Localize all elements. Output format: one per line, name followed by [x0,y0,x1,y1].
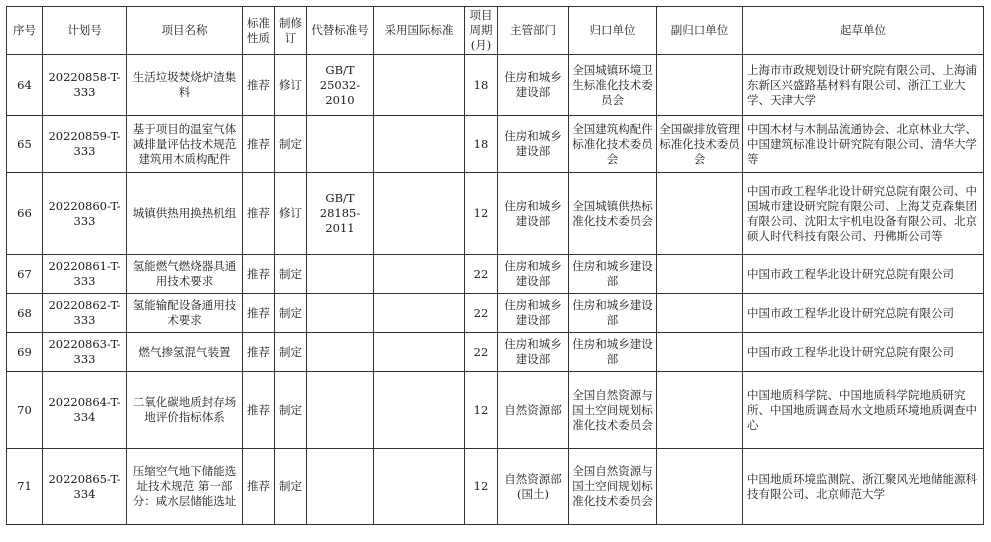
header-intl-std: 采用国际标准 [374,7,465,55]
cell-drafter: 中国市政工程华北设计研究总院有限公司、中国城市建设研究院有限公司、上海艾克森集团有限公司、沈阳太宇机电设备有限公司、北京硕人时代科技有限公司、丹佛斯公司等 [743,173,984,255]
cell-dept: 住房和城乡建设部 [498,173,569,255]
cell-replaces: GB/T 28185-2011 [307,173,374,255]
cell-revision: 制定 [275,372,307,449]
cell-period: 12 [465,173,498,255]
cell-sub-unit [657,449,743,525]
header-row [7,7,984,55]
cell-sub-unit [657,294,743,333]
cell-nature: 推荐 [243,449,275,525]
cell-plan-no: 20220863-T-333 [43,333,127,372]
header-revision: 制修订 [275,7,307,55]
header-dept: 主管部门 [498,7,569,55]
table-row [7,255,984,294]
cell-project-name: 压缩空气地下储能选址技术规范 第一部分：咸水层储能选址 [127,449,243,525]
cell-project-name: 城镇供热用换热机组 [127,173,243,255]
cell-drafter: 中国市政工程华北设计研究总院有限公司 [743,333,984,372]
cell-seq: 68 [7,294,43,333]
cell-nature: 推荐 [243,116,275,173]
cell-project-name: 基于项目的温室气体减排量评估技术规范 建筑用木质构配件 [127,116,243,173]
cell-intl [374,255,465,294]
cell-revision: 修订 [275,55,307,116]
header-drafter: 起草单位 [743,7,984,55]
cell-seq: 65 [7,116,43,173]
cell-project-name: 燃气掺氢混气装置 [127,333,243,372]
cell-dept: 住房和城乡建设部 [498,116,569,173]
cell-intl [374,116,465,173]
cell-drafter: 中国市政工程华北设计研究总院有限公司 [743,294,984,333]
cell-nature: 推荐 [243,372,275,449]
cell-intl [374,55,465,116]
cell-dept: 住房和城乡建设部 [498,333,569,372]
table-row [7,116,984,173]
cell-replaces [307,333,374,372]
cell-replaces [307,449,374,525]
cell-nature: 推荐 [243,333,275,372]
cell-period: 22 [465,333,498,372]
cell-drafter: 上海市市政规划设计研究院有限公司、上海浦东新区兴盛路基材料有限公司、浙江工业大学、天津大学 [743,55,984,116]
cell-intl [374,372,465,449]
table-row [7,55,984,116]
cell-period: 22 [465,255,498,294]
header-seq: 序号 [7,7,43,55]
cell-unit: 全国自然资源与国土空间规划标准化技术委员会 [569,372,657,449]
cell-project-name: 生活垃圾焚烧炉渣集料 [127,55,243,116]
standards-plan-table-sheet [6,6,984,525]
cell-dept: 住房和城乡建设部 [498,55,569,116]
cell-plan-no: 20220861-T-333 [43,255,127,294]
table-row [7,294,984,333]
cell-unit: 住房和城乡建设部 [569,294,657,333]
cell-revision: 制定 [275,255,307,294]
cell-sub-unit [657,333,743,372]
cell-nature: 推荐 [243,294,275,333]
cell-replaces [307,116,374,173]
cell-sub-unit [657,255,743,294]
cell-plan-no: 20220865-T-334 [43,449,127,525]
standards-plan-table [6,6,984,525]
cell-plan-no: 20220859-T-333 [43,116,127,173]
cell-drafter: 中国木材与木制品流通协会、北京林业大学、中国建筑标准设计研究院有限公司、清华大学等 [743,116,984,173]
cell-revision: 制定 [275,333,307,372]
cell-intl [374,173,465,255]
cell-replaces [307,372,374,449]
table-row [7,449,984,525]
cell-replaces: GB/T 25032-2010 [307,55,374,116]
cell-revision: 制定 [275,449,307,525]
cell-unit: 全国建筑构配件标准化技术委员会 [569,116,657,173]
cell-sub-unit: 全国碳排放管理标准化技术委员会 [657,116,743,173]
cell-plan-no: 20220858-T-333 [43,55,127,116]
cell-nature: 推荐 [243,173,275,255]
cell-plan-no: 20220860-T-333 [43,173,127,255]
cell-drafter: 中国市政工程华北设计研究总院有限公司 [743,255,984,294]
cell-revision: 制定 [275,294,307,333]
cell-seq: 64 [7,55,43,116]
cell-dept: 自然资源部 [498,372,569,449]
cell-nature: 推荐 [243,55,275,116]
cell-unit: 住房和城乡建设部 [569,333,657,372]
cell-project-name: 氢能输配设备通用技术要求 [127,294,243,333]
cell-intl [374,333,465,372]
cell-unit: 全国城镇环境卫生标准化技术委员会 [569,55,657,116]
cell-period: 12 [465,372,498,449]
cell-period: 18 [465,116,498,173]
cell-unit: 住房和城乡建设部 [569,255,657,294]
cell-intl [374,449,465,525]
cell-dept: 住房和城乡建设部 [498,294,569,333]
cell-sub-unit [657,173,743,255]
header-project-name: 项目名称 [127,7,243,55]
cell-revision: 修订 [275,173,307,255]
header-std-nature: 标准性质 [243,7,275,55]
cell-period: 18 [465,55,498,116]
cell-plan-no: 20220864-T-334 [43,372,127,449]
cell-intl [374,294,465,333]
cell-dept: 住房和城乡建设部 [498,255,569,294]
table-row [7,372,984,449]
table-row [7,173,984,255]
cell-seq: 67 [7,255,43,294]
cell-period: 12 [465,449,498,525]
cell-project-name: 二氧化碳地质封存场地评价指标体系 [127,372,243,449]
cell-seq: 71 [7,449,43,525]
cell-sub-unit [657,372,743,449]
cell-sub-unit [657,55,743,116]
cell-period: 22 [465,294,498,333]
cell-project-name: 氢能燃气燃烧器具通用技术要求 [127,255,243,294]
header-sub-unit: 副归口单位 [657,7,743,55]
header-replaces: 代替标准号 [307,7,374,55]
cell-seq: 69 [7,333,43,372]
cell-seq: 70 [7,372,43,449]
cell-nature: 推荐 [243,255,275,294]
cell-drafter: 中国地质科学院、中国地质科学院地质研究所、中国地质调查局水文地质环境地质调查中心 [743,372,984,449]
cell-revision: 制定 [275,116,307,173]
cell-unit: 全国城镇供热标准化技术委员会 [569,173,657,255]
cell-plan-no: 20220862-T-333 [43,294,127,333]
header-unit: 归口单位 [569,7,657,55]
cell-dept: 自然资源部(国土) [498,449,569,525]
cell-drafter: 中国地质环境监测院、浙江聚风光地储能源科技有限公司、北京师范大学 [743,449,984,525]
header-plan-no: 计划号 [43,7,127,55]
table-row [7,333,984,372]
cell-seq: 66 [7,173,43,255]
cell-replaces [307,294,374,333]
cell-unit: 全国自然资源与国土空间规划标准化技术委员会 [569,449,657,525]
cell-replaces [307,255,374,294]
header-period: 项目周期(月) [465,7,498,55]
